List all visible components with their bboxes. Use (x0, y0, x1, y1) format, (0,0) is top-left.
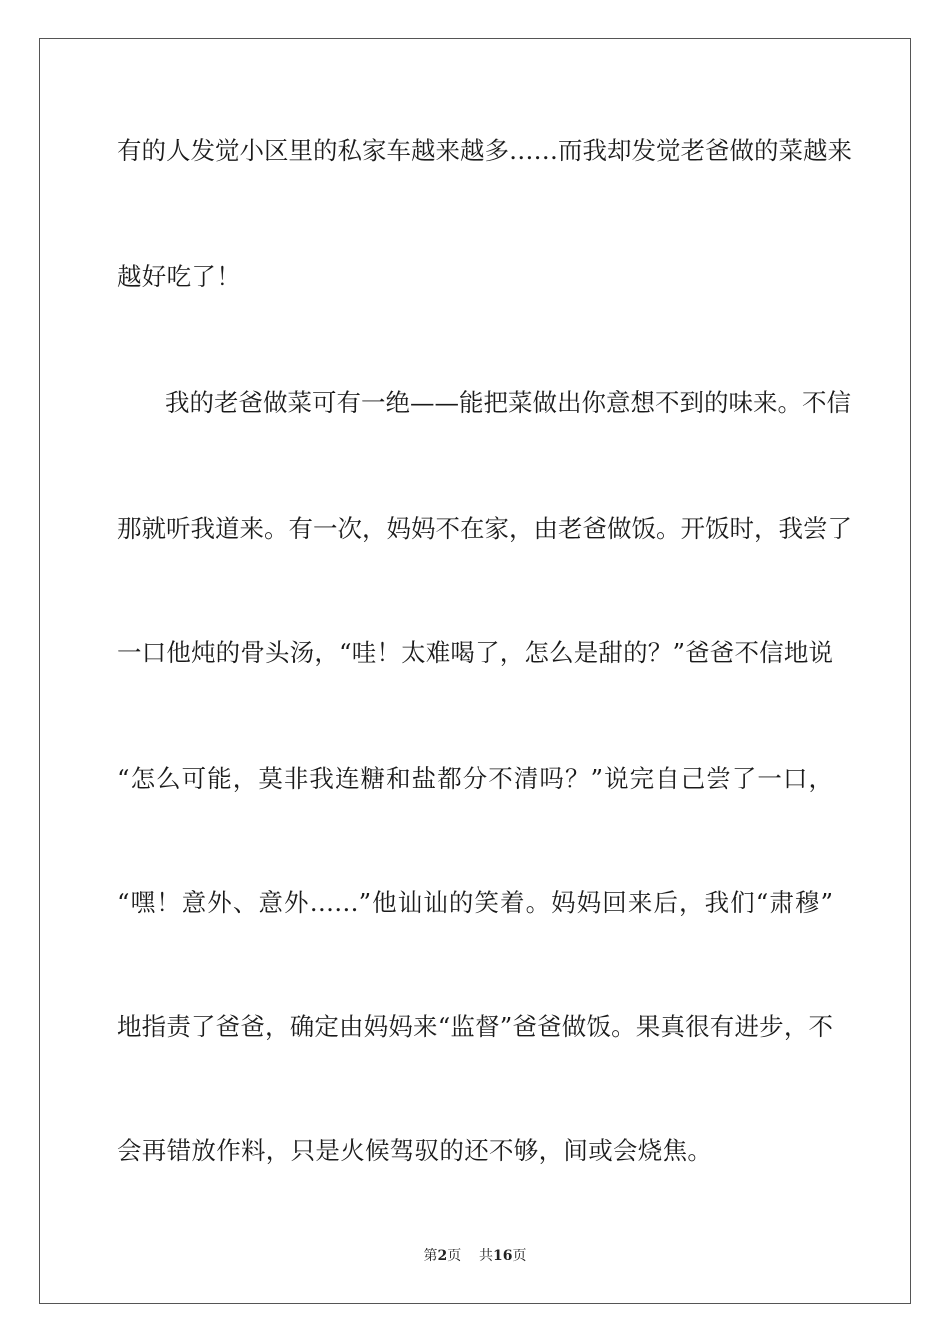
text-line-3: 我的老爸做菜可有一绝——能把菜做出你意想不到的味来。不信 (165, 388, 851, 417)
text-line-5: 一口他炖的骨头汤，“哇！太难喝了，怎么是甜的？”爸爸不信地说 (117, 638, 833, 667)
page-suffix: 页 (447, 1248, 462, 1264)
text-line-8: 地指责了爸爸，确定由妈妈来“监督”爸爸做饭。果真很有进步，不 (117, 1012, 833, 1041)
text-line-4: 那就听我道来。有一次，妈妈不在家，由老爸做饭。开饭时，我尝了 (117, 514, 852, 543)
total-suffix: 页 (512, 1248, 527, 1264)
total-pages: 16 (493, 1248, 513, 1264)
total-prefix: 共 (479, 1248, 494, 1264)
text-line-2: 越好吃了！ (117, 262, 241, 291)
text-line-7: “嘿！意外、意外……”他讪讪的笑着。妈妈回来后，我们“肃穆” (117, 888, 833, 917)
page-footer (0, 1246, 950, 1266)
page-number: 2 (437, 1248, 448, 1264)
text-line-1: 有的人发觉小区里的私家车越来越多……而我却发觉老爸做的菜越来 (117, 136, 852, 165)
page-border (39, 38, 911, 1304)
page-prefix: 第 (423, 1248, 438, 1264)
text-line-9: 会再错放作料，只是火候驾驭的还不够，间或会烧焦。 (117, 1136, 713, 1165)
text-line-6: “怎么可能，莫非我连糖和盐都分不清吗？”说完自己尝了一口， (117, 764, 833, 793)
